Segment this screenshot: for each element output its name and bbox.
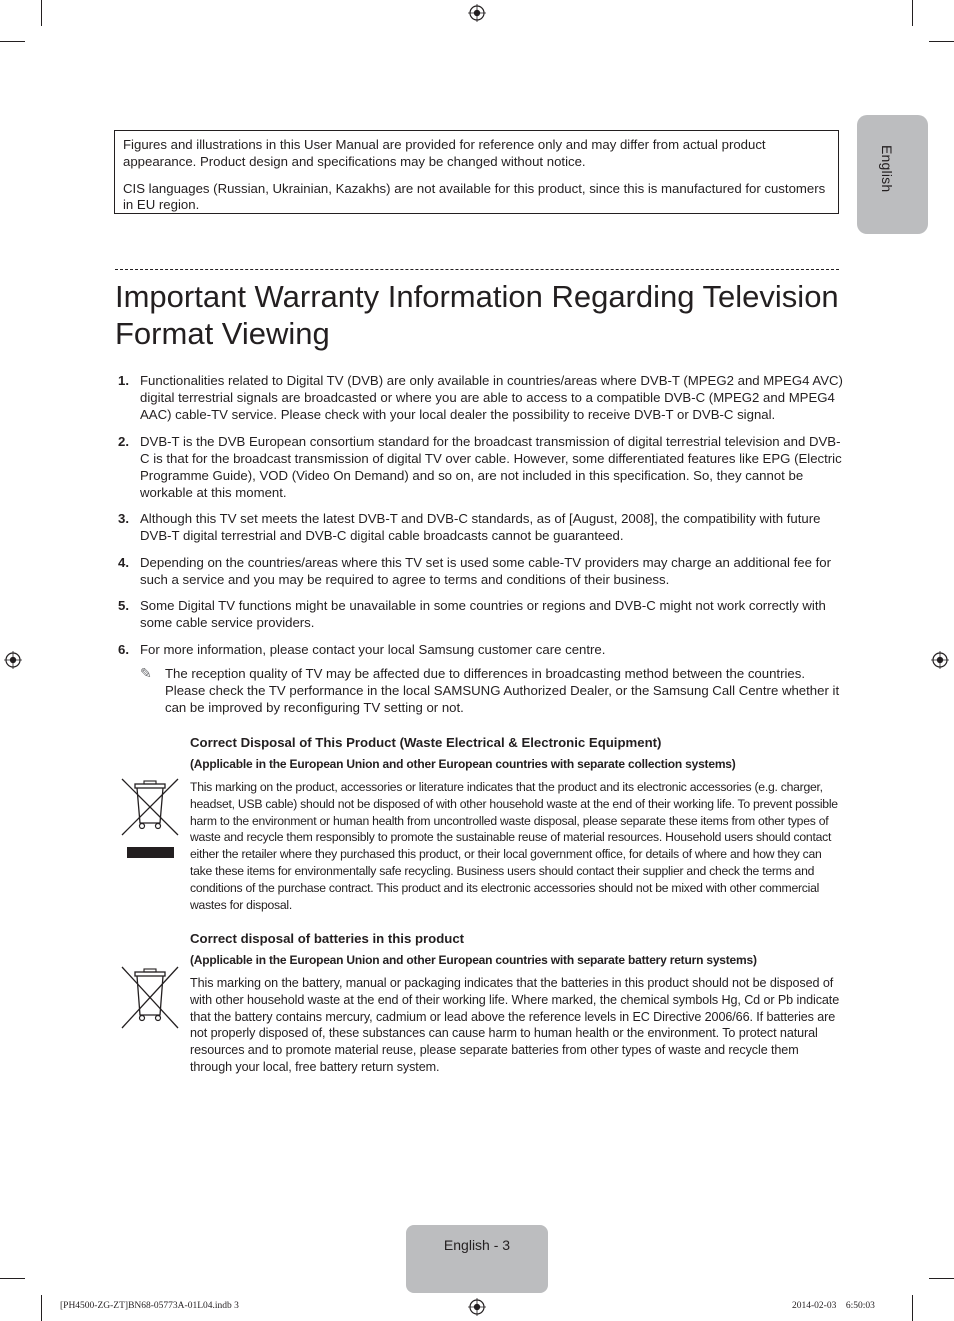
list-item-number: 4. — [118, 554, 129, 570]
section-divider — [115, 269, 839, 270]
crop-mark — [0, 1278, 25, 1279]
list-item-number: 6. — [118, 641, 129, 657]
crop-mark — [0, 41, 25, 42]
crop-mark — [41, 0, 42, 26]
list-item-text: Some Digital TV functions might be unavailable in some countries or regions and DVB-C might not work correctly with some cable service providers. — [140, 598, 826, 630]
warranty-list — [115, 372, 843, 725]
list-item-number: 2. — [118, 433, 129, 449]
page-title: Important Warranty Information Regarding Television Format Viewing — [115, 279, 839, 351]
battery-heading: Correct disposal of batteries in this product — [190, 931, 465, 946]
language-tab — [857, 115, 928, 234]
registration-mark-icon — [468, 1298, 486, 1316]
print-slug-file: [PH4500-ZG-ZT]BN68-05773A-01L04.indb 3 — [60, 1301, 239, 1311]
list-item-text: Functionalities related to Digital TV (DVB) are only available in countries/areas where DVB-T (MPEG2 and MPEG4 AVC) digital terrestrial signals are broadcasted or where you are able to access to a compatible DVB-C (MPEG2 and MPEG4 AAC) cable-TV service. Please check with your local dealer the possibility to receive DVB-T or DVB-C signal. — [140, 373, 843, 422]
crossed-out-wheelie-bin-icon — [120, 964, 180, 1032]
registration-mark-icon — [931, 651, 949, 669]
note-text: The reception quality of TV may be affected due to differences in broadcasting method between the countries. Please check the TV performance in the local SAMSUNG Authorized Dealer, or the Samsung Call Centre whether it can be improved by reconfiguring TV setting or not. — [165, 665, 840, 715]
crop-mark — [929, 41, 954, 42]
print-slug-timestamp: 2014-02-03 6:50:03 — [792, 1301, 875, 1311]
crop-mark — [912, 1295, 913, 1321]
battery-subheading: (Applicable in the European Union and other European countries with separate battery return systems) — [190, 953, 757, 967]
list-item-text: For more information, please contact your local Samsung customer care centre. — [140, 641, 606, 657]
notice-box — [114, 130, 839, 214]
list-item-text: DVB-T is the DVB European consortium standard for the broadcast transmission of digital terrestrial television and DVB-C is that for the broadcast transmission of digital TV over cable. However, some differentiated features like EPG (Electric Programme Guide), VOD (Video On Demand) and so on, are not included in this specification. So, they cannot be workable at this moment. — [140, 433, 842, 500]
list-item — [115, 641, 843, 716]
battery-body: This marking on the battery, manual or packaging indicates that the batteries in this product should not be disposed of with other household waste at the end of their working life. Where marked, the chemical symbols Hg, Cd or Pb indicate that the battery contains mercury, cadmium or lead above the reference levels in EC Directive 2006/66. If batteries are not properly disposed of, these substances can cause harm to human health or the environment. To protect natural resources and to promote material reuse, please separate batteries from other types of waste and recycle them through your local, free battery return system. — [190, 976, 840, 1074]
notice-paragraph: Figures and illustrations in this User Manual are provided for reference only and may differ from actual product appearance. Product design and specifications may be changed without notice. — [123, 137, 766, 169]
battery-disposal-section — [190, 930, 840, 1076]
list-item — [115, 372, 843, 423]
note — [140, 665, 843, 716]
crop-mark — [929, 1278, 954, 1279]
language-tab-label: English — [879, 145, 895, 193]
weee-subheading: (Applicable in the European Union and other European countries with separate collection systems) — [190, 757, 736, 771]
pencil-icon: ✎ — [140, 664, 152, 681]
list-item — [115, 510, 843, 544]
list-item-number: 5. — [118, 598, 129, 613]
page-number-tab — [406, 1225, 548, 1293]
crossed-out-wheelie-bin-icon — [120, 776, 180, 860]
list-item-text: Depending on the countries/areas where this TV set is used some cable-TV providers may charge an additional fee for such a service and you may be required to agree to terms and conditions of their business. — [140, 554, 832, 587]
registration-mark-icon — [4, 651, 22, 669]
notice-paragraph: CIS languages (Russian, Ukrainian, Kazakhs) are not available for this product, since this is manufactured for customers in EU region. — [123, 180, 826, 213]
registration-mark-icon — [468, 4, 486, 22]
weee-heading: Correct Disposal of This Product (Waste Electrical & Electronic Equipment) — [190, 735, 662, 750]
list-item-number: 3. — [118, 511, 129, 526]
page-number: English - 3 — [443, 1237, 511, 1253]
list-item — [115, 554, 843, 588]
list-item — [115, 433, 843, 501]
weee-body: This marking on the product, accessories or literature indicates that the product and its electronic accessories (e.g. charger, headset, USB cable) should not be disposed of with other household waste at the end of their working life. To prevent possible harm to the environment or human health from uncontrolled waste disposal, please separate these items from other types of waste and recycle them responsibly to promote the sustainable reuse of material resources. Household users should contact either the retailer where they purchased this product, or their local government office, for details of where and how they can take these items for environmentally safe recycling. Business users should contact their supplier and check the terms and conditions of the purchase contract. This product and its electronic accessories should not be mixed with other commercial wastes for disposal. — [190, 780, 838, 912]
crop-mark — [912, 0, 913, 26]
weee-disposal-section — [190, 734, 840, 913]
list-item — [115, 597, 843, 631]
crop-mark — [41, 1295, 42, 1321]
list-item-number: 1. — [118, 373, 129, 388]
list-item-text: Although this TV set meets the latest DVB-T and DVB-C standards, as of [August, 2008], the compatibility with future DVB-T digital terrestrial and DVB-C digital cable broadcasts cannot be guaranteed. — [140, 511, 821, 543]
